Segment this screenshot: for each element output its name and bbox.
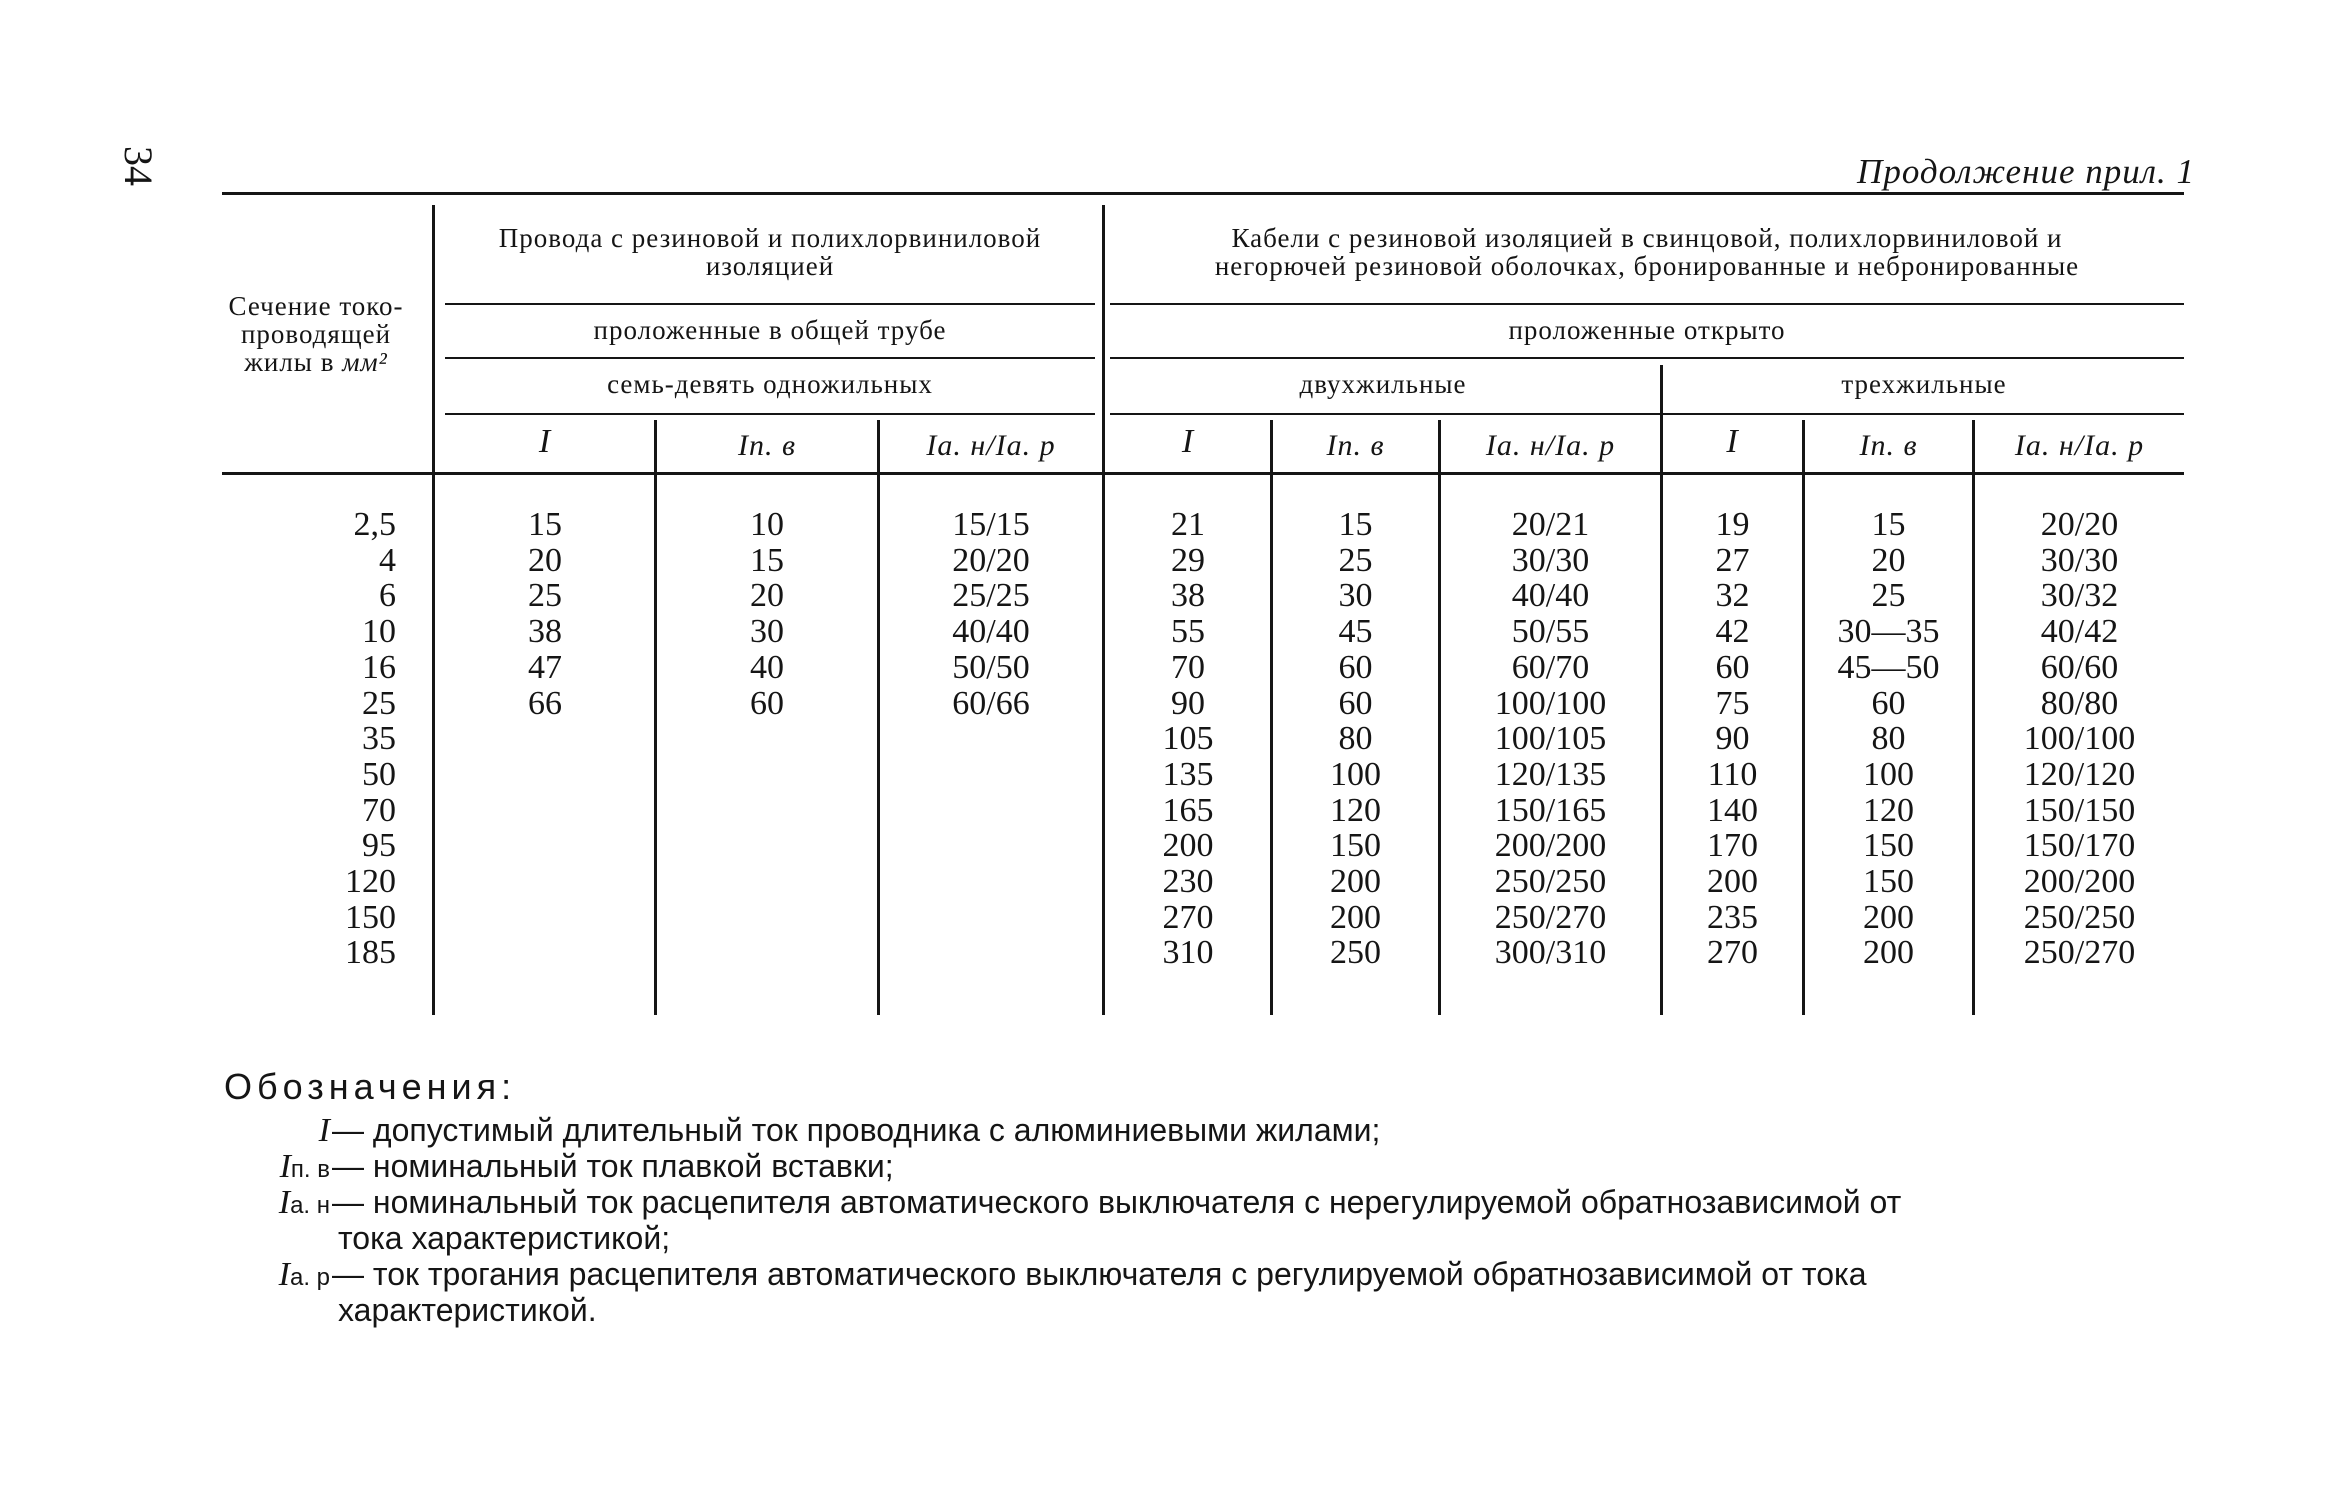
stub-header-line2: проводящей [240, 319, 392, 349]
table-cell: 15/15 [952, 506, 1030, 543]
table-cell: 38 [1171, 577, 1205, 615]
legend-text-cont: тока характеристикой; [338, 1220, 671, 1256]
rule-laying [445, 357, 1095, 359]
table-cell: 120/120 [2023, 755, 2136, 793]
col-header-Ipv-two: Iп. в [1326, 429, 1385, 462]
table-cell: 150 [1863, 863, 1914, 901]
table-cell: 250/270 [2023, 934, 2136, 972]
unit-mm2: мм² [342, 347, 388, 377]
table-cell: 105 [1162, 720, 1214, 758]
table-cell: 200 [1707, 863, 1758, 901]
table-cell: 80 [1871, 720, 1906, 758]
table-cell: 20/21 [1511, 506, 1590, 543]
stub-header-line1: Сечение токо- [228, 291, 404, 321]
group2-title-line2: негорючей резиновой оболочках, бронированные и небронированные [1214, 251, 2080, 281]
legend-text: — допустимый длительный ток проводника с алюминиевыми жилами; [332, 1112, 1381, 1148]
table-cell: 20 [750, 577, 784, 615]
col-two-I [1106, 507, 1270, 971]
table-cell: 80 [1338, 720, 1373, 758]
legend-text: — номинальный ток плавкой вставки; [332, 1148, 894, 1184]
group1-title-line1: Провода с резиновой и полихлорвиниловой [498, 223, 1042, 253]
table-cell: 310 [1162, 934, 1214, 972]
table-cell: 50/50 [952, 648, 1030, 686]
table-cell: 75 [1715, 684, 1750, 722]
table-cell: 60 [1338, 648, 1373, 686]
table-cell: 250 [1330, 934, 1381, 972]
table-cell: 100 [1863, 755, 1914, 793]
col-header-Ianar-wires: Iа. н/Iа. р [926, 429, 1056, 462]
col-two-Ipv [1273, 507, 1438, 971]
legend-symbol: Iа. н [278, 1184, 330, 1221]
table-cell: 200 [1330, 898, 1381, 936]
legend-title: Обозначения: [224, 1066, 517, 1107]
table-cell: 30/32 [2040, 577, 2119, 615]
table-cell: 100/100 [2023, 720, 2136, 758]
table-cell: 120 [1330, 791, 1381, 829]
table-cell: 60 [1871, 684, 1906, 722]
table-cell: 200 [1330, 863, 1381, 901]
table-cell: 250/250 [1494, 863, 1607, 901]
table-cell: 15 [1871, 506, 1906, 543]
table-cell: 20 [528, 541, 562, 579]
rule-laying-2 [1110, 357, 2184, 359]
table-cell: 30/30 [2040, 541, 2119, 579]
table-cell: 29 [1171, 541, 1205, 579]
col-header-I-two: I [1181, 423, 1195, 460]
rule-count [445, 413, 1095, 415]
top-rule [222, 192, 2184, 195]
rule-group1-title [445, 303, 1095, 305]
table-cell: 200 [1863, 934, 1914, 972]
col-wires-IanIar [880, 507, 1102, 721]
table-cell: 270 [1707, 934, 1758, 972]
table-cell: 150/170 [2023, 827, 2136, 865]
table-cell: 140 [1707, 791, 1758, 829]
table-cell: 60 [750, 684, 784, 722]
table-cell: 30—35 [1837, 613, 1940, 651]
stub-header [212, 292, 420, 376]
rule-count-2 [1110, 413, 2184, 415]
table-cell: 25 [362, 684, 396, 722]
table-cell: 60/66 [952, 684, 1030, 722]
table-cell: 200/200 [2023, 863, 2136, 901]
table-cell: 235 [1707, 898, 1758, 936]
legend-text: — номинальный ток расцепителя автоматического выключателя с нерегулируемой обратнозависимой от [332, 1184, 1902, 1220]
col-header-Ianar-three: Iа. н/Iа. р [2014, 429, 2145, 462]
col-header-I-wires: I [538, 423, 552, 460]
table-cell: 15 [750, 541, 784, 579]
running-head: Продолжение прил. 1 [1857, 152, 2195, 191]
table-cell: 40/40 [1511, 577, 1590, 615]
table-cell: 30/30 [1511, 541, 1590, 579]
table-cell: 120 [345, 863, 396, 901]
table-cell: 40/42 [2040, 613, 2119, 651]
group2-laying: проложенные открыто [1508, 315, 1786, 345]
table-cell: 60 [1715, 648, 1750, 686]
table-cell: 200/200 [1494, 827, 1607, 865]
table-cell: 170 [1707, 827, 1758, 865]
table-cell: 80/80 [2040, 684, 2119, 722]
table-cell: 60/60 [2040, 648, 2119, 686]
col-header-Ianar-two: Iа. н/Iа. р [1485, 429, 1616, 462]
table-cell: 60 [1338, 684, 1373, 722]
table-cell: 100/100 [1494, 684, 1607, 722]
col-three-Ipv [1805, 507, 1972, 971]
group1-laying: проложенные в общей трубе [593, 315, 947, 345]
table-cell: 70 [1171, 648, 1205, 686]
header-bottom-rule [222, 472, 2184, 475]
table-cell: 50 [362, 755, 396, 793]
group2-title-line1: Кабели с резиновой изоляцией в свинцовой, полихлорвиниловой и [1231, 223, 2063, 253]
table-cell: 25 [528, 577, 562, 615]
table-cell: 135 [1162, 755, 1214, 793]
table-cell: 45—50 [1837, 648, 1940, 686]
table-cell: 300/310 [1494, 934, 1607, 972]
table-cell: 6 [379, 577, 396, 615]
table-cell: 10 [750, 506, 784, 543]
table-cell: 25 [1338, 541, 1373, 579]
table-cell: 120 [1863, 791, 1914, 829]
stub-header-line3: жилы в мм² [244, 347, 388, 377]
group1-count: семь-девять одножильных [607, 369, 933, 399]
table-cell: 19 [1715, 506, 1750, 543]
table-cell: 2,5 [353, 506, 396, 543]
col-header-Ipv-wires: Iп. в [737, 429, 796, 462]
table-cell: 20/20 [2040, 506, 2119, 543]
table-cell: 15 [528, 506, 562, 543]
table-cell: 90 [1171, 684, 1205, 722]
table-cell: 110 [1707, 755, 1758, 793]
legend-symbol: Iа. р [278, 1256, 330, 1293]
table-cell: 150/165 [1494, 791, 1607, 829]
table-cell: 55 [1171, 613, 1205, 651]
legend-text: — ток трогания расцепителя автоматического выключателя с регулируемой обратнозависимой от тока [332, 1256, 1867, 1292]
legend-symbol: I [318, 1112, 330, 1149]
table-cell: 30 [750, 613, 784, 651]
table-cell: 165 [1162, 791, 1214, 829]
table-cell: 32 [1715, 577, 1750, 615]
table-cell: 38 [528, 613, 562, 651]
table-cell: 66 [528, 684, 562, 722]
legend-text-cont: характеристикой. [338, 1292, 597, 1328]
col-header-I-three: I [1726, 423, 1739, 460]
vline-stub [432, 205, 435, 1015]
table-cell: 16 [362, 648, 396, 686]
table-cell: 21 [1171, 506, 1205, 543]
table-cell: 100/105 [1494, 720, 1607, 758]
table-cell: 40 [750, 648, 784, 686]
table-cell: 20/20 [952, 541, 1030, 579]
table-cell: 150 [1863, 827, 1914, 865]
table-cell: 200 [1162, 827, 1214, 865]
table-cell: 95 [362, 827, 396, 865]
table-cell: 90 [1715, 720, 1750, 758]
col-three-IanIar [1975, 507, 2184, 971]
group1-title-line2: изоляцией [705, 251, 835, 281]
table-cell: 20 [1871, 541, 1906, 579]
col-wires-I [436, 507, 654, 721]
table-cell: 250/250 [2023, 898, 2136, 936]
table-cell: 270 [1162, 898, 1214, 936]
table-cell: 45 [1338, 613, 1373, 651]
three-core-header: трехжильные [1841, 369, 2007, 399]
table-cell: 185 [345, 934, 396, 972]
col-three-I [1663, 507, 1802, 971]
table-cell: 10 [362, 613, 396, 651]
table-cell: 30 [1338, 577, 1373, 615]
table-cell: 230 [1162, 863, 1214, 901]
table-cell: 27 [1715, 541, 1750, 579]
page-number: 34 [116, 146, 161, 186]
group2-title [1106, 224, 2188, 280]
table-cell: 40/40 [952, 613, 1030, 651]
table-cell: 100 [1330, 755, 1381, 793]
table-cell: 150 [1330, 827, 1381, 865]
col-header-Ipv-three: Iп. в [1859, 429, 1918, 462]
table-cell: 15 [1338, 506, 1373, 543]
table-cell: 200 [1863, 898, 1914, 936]
col-wires-Ipv [657, 507, 877, 721]
table-cell: 60/70 [1511, 648, 1590, 686]
table-cell: 70 [362, 791, 396, 829]
table-cell: 4 [379, 541, 396, 579]
table-cell: 250/270 [1494, 898, 1607, 936]
table-cell: 47 [528, 648, 562, 686]
table-cell: 120/135 [1494, 755, 1607, 793]
two-core-header: двухжильные [1299, 369, 1467, 399]
table-cell: 150 [345, 898, 396, 936]
table-cell: 50/55 [1511, 613, 1590, 651]
rule-group2-title [1110, 303, 2184, 305]
table-cell: 25/25 [952, 577, 1030, 615]
vline-group-split [1102, 205, 1105, 1015]
table-cell: 25 [1871, 577, 1906, 615]
col-two-IanIar [1441, 507, 1660, 971]
table-cell: 150/150 [2023, 791, 2136, 829]
legend-symbol: Iп. в [279, 1148, 330, 1185]
table-cell: 35 [362, 720, 396, 758]
col-sections [246, 507, 396, 971]
table-cell: 42 [1715, 613, 1750, 651]
group1-title [440, 224, 1100, 280]
